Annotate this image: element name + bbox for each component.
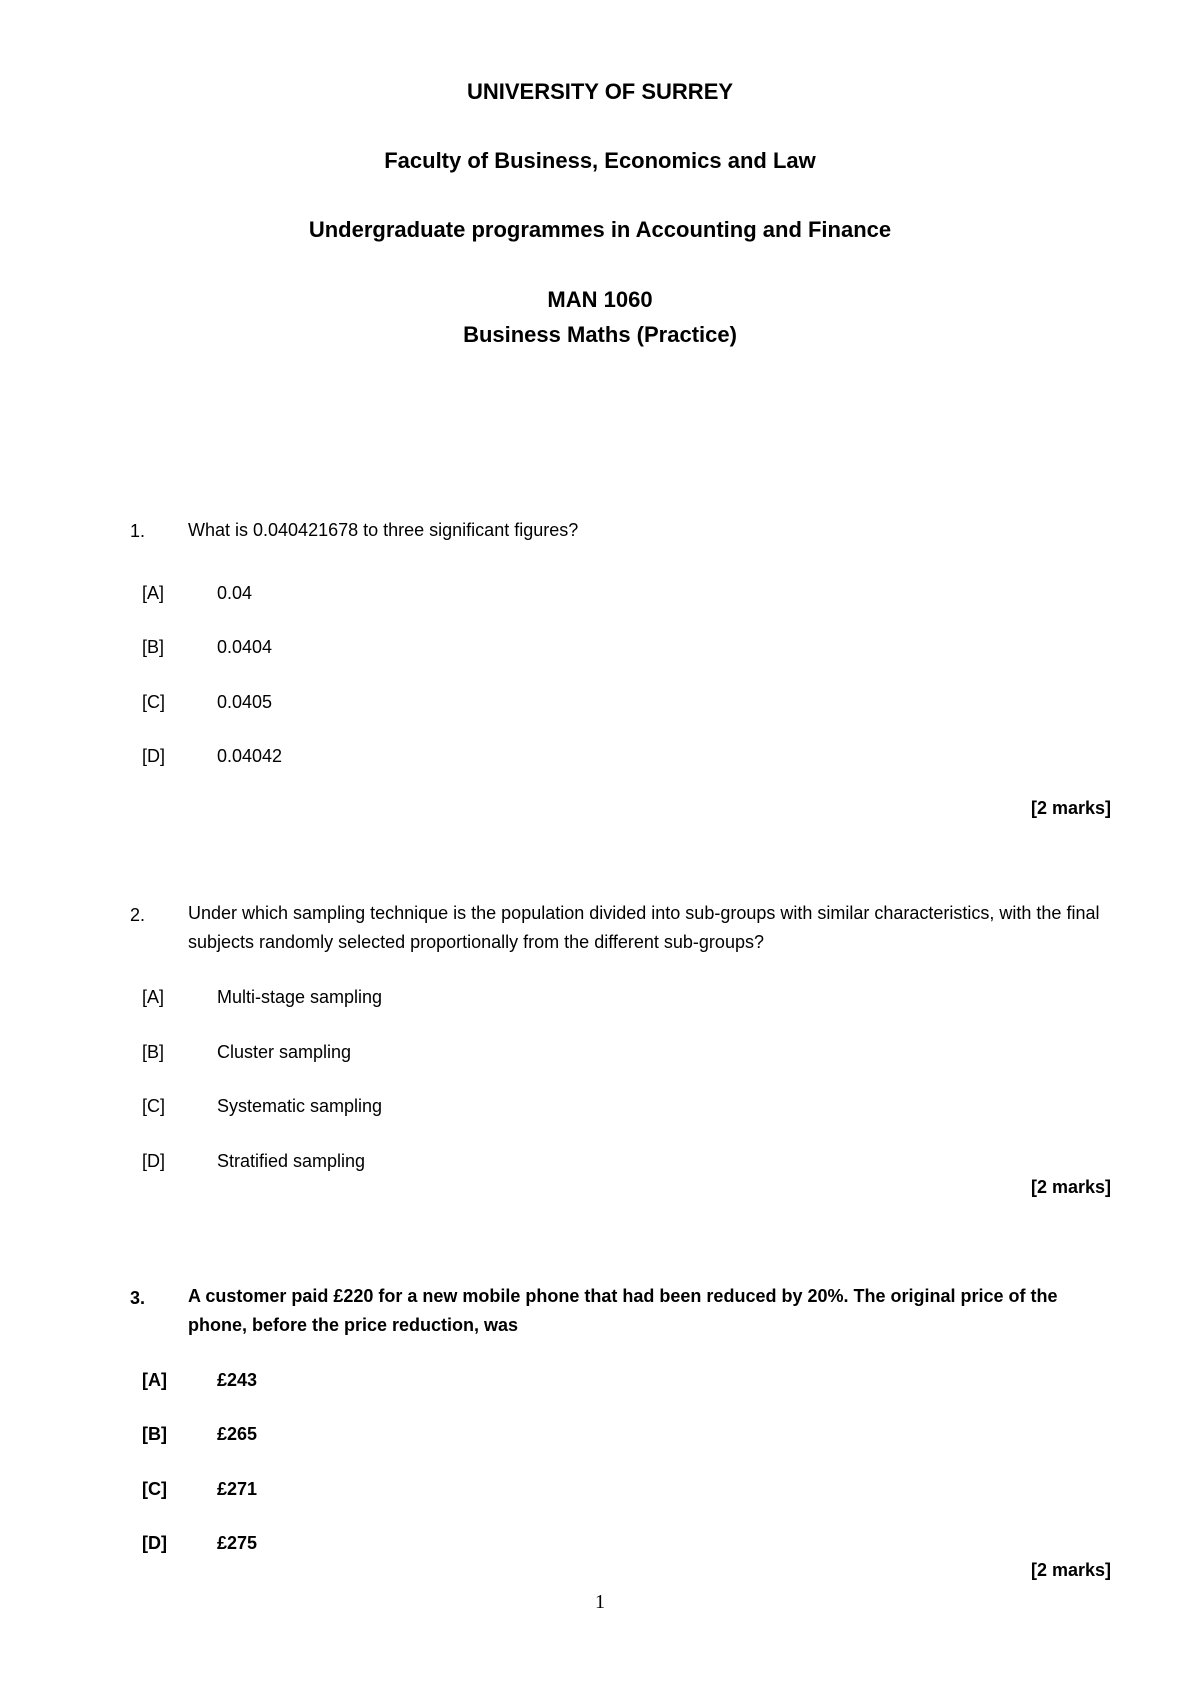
module-title: Business Maths (Practice)	[463, 322, 737, 347]
option-letter: [B]	[142, 637, 165, 657]
option-letter: [C]	[142, 1479, 167, 1499]
option-text: £243	[217, 1370, 258, 1390]
marks-label: [2 marks]	[1030, 1177, 1111, 1197]
option-letter: [D]	[142, 746, 166, 766]
university-name: UNIVERSITY OF SURREY	[466, 79, 734, 104]
module-code: MAN 1060	[547, 287, 653, 312]
option-a	[0, 985, 1200, 1009]
option-text: 0.0404	[217, 637, 273, 657]
option-letter: [A]	[142, 1370, 167, 1390]
option-a	[0, 581, 1200, 605]
option-text: Stratified sampling	[217, 1151, 366, 1171]
option-letter: [C]	[142, 692, 166, 712]
option-letter: [A]	[142, 583, 165, 603]
option-text: 0.04042	[217, 746, 283, 766]
option-d	[0, 1531, 1200, 1555]
option-b	[0, 1422, 1200, 1446]
option-text: Multi-stage sampling	[217, 987, 383, 1007]
option-d	[0, 744, 1200, 768]
option-letter: [C]	[142, 1096, 166, 1116]
option-text: 0.0405	[217, 692, 273, 712]
option-letter: [B]	[142, 1042, 165, 1062]
option-text: £265	[217, 1424, 258, 1444]
option-text: £275	[217, 1533, 258, 1553]
option-text: Cluster sampling	[217, 1042, 352, 1062]
question-text: A customer paid £220 for a new mobile phone that had been reduced by 20%. The original price of the phone, before the price reduction, was	[188, 1286, 1058, 1335]
marks-label: [2 marks]	[1030, 798, 1111, 818]
question-text: Under which sampling technique is the population divided into sub-groups with similar characteristics, with the final subjects randomly selected proportionally from the different sub-groups?	[188, 903, 1100, 952]
option-c	[0, 1477, 1200, 1501]
option-a	[0, 1368, 1200, 1392]
question-number: 3.	[130, 1288, 146, 1308]
question-number: 1.	[130, 521, 146, 541]
option-text: 0.04	[217, 583, 253, 603]
question-text: What is 0.040421678 to three significant figures?	[188, 520, 579, 540]
option-letter: [D]	[142, 1151, 166, 1171]
option-letter: [A]	[142, 987, 165, 1007]
question-number: 2.	[130, 905, 146, 925]
option-letter: [D]	[142, 1533, 167, 1553]
option-d	[0, 1149, 1200, 1173]
option-c	[0, 1094, 1200, 1118]
option-letter: [B]	[142, 1424, 167, 1444]
option-b	[0, 1040, 1200, 1064]
marks-label: [2 marks]	[1030, 1560, 1111, 1580]
programme-name: Undergraduate programmes in Accounting and Finance	[308, 217, 892, 242]
option-c	[0, 690, 1200, 714]
option-text: Systematic sampling	[217, 1096, 383, 1116]
page-number: 1	[595, 1591, 605, 1613]
faculty-name: Faculty of Business, Economics and Law	[384, 148, 816, 173]
option-b	[0, 635, 1200, 659]
option-text: £271	[217, 1479, 258, 1499]
